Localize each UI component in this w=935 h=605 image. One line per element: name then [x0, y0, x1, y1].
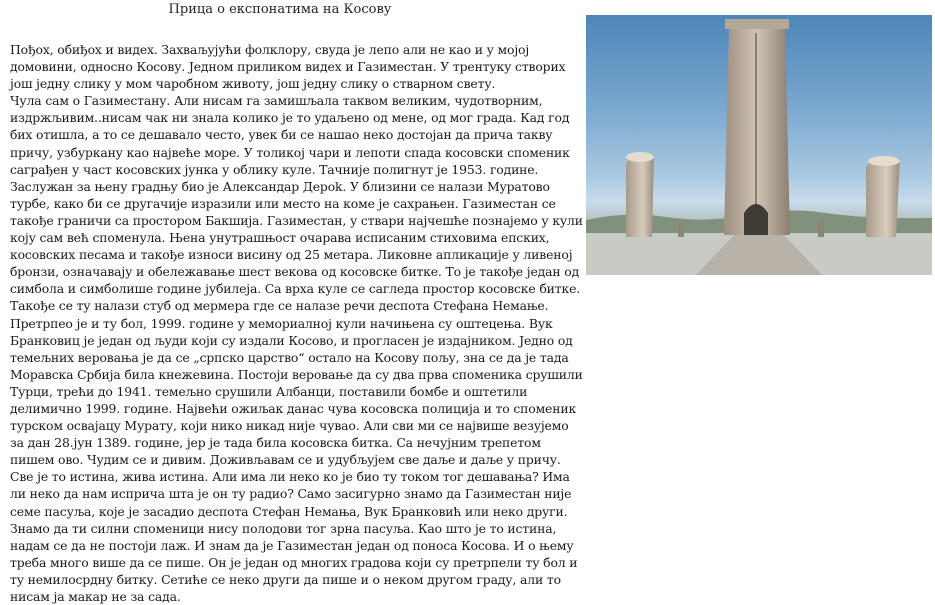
- monument-illustration: [586, 15, 932, 275]
- document-title: Прица о експонатима на Косову: [168, 2, 392, 17]
- tower-entrance: [744, 204, 768, 235]
- gazimestan-monument-photo: [586, 15, 932, 275]
- right-column-top: [868, 156, 900, 166]
- left-column-top: [626, 152, 654, 162]
- paragraph-history: Чула сам о Газиместану. Али нисам га замишљала таквом великим, чудотворним, издржљивим..нисам чак ни знала колико је то удаљено од мене, од мог града. Кад год бих отишла, а то се дешавало често, увек би се нашао неко достојан да прича такву причу, узбуркану као највеће море. У толикој чари и лепоти спада косовски споменик саграђен у част косовских јунка у облику куле. Тачније полигнут је 1953. године. Заслужан за њену градњу био је Александар Дероk. У близини се налази Муратово турбе, како би се другачије изразили или место на коме је сахрањен. Газиместан се такође граничи са простором Бакшија. Газиместан, у ствари најчешће познајемо у кули коју сам већ споменула. Њена унутрашњост очарава исписаним стиховима епских, косовских песама и такође износи висину од 25 метара. Ликовне апликације у ливеној бронзи, означавају и обележавање шест векова од косовске битке. То је такође један од симбола и симболише године јубилеја. Са врха куле се сагледа простор косовске битке. Такође се ту налази стуб од мермера где се налазе речи деспота Стефана Немање. Претрпео је и ту бол, 1999. године у мемориалној кули начињена су оштецења. Вук Бранковиц је један од људи који су издали Косово, и проглаcен је издајником. Једно од темељних веровања је да се „српско царство“ остало на Косову пољу, зна се да је тада Моравска Србија била кнежевина. Постоји веровање да су два прва споменика срушили Турци, трећи до 1941. темељно срушили Албанци, поставили бомбе и оштетили делимично 1999. године. Највећи ожиљак данас чува косовска полиција и то споменик турском освајацу Мурату, који нико никад није чувао. Али сви ми се највише везујемо за дан 28.јун 1389. године, јер је тада била косовска битка. Са нечујним трепетом пишем ово. Чудим се и дивим. Доживљавам се и удубљујем све даље и даље у причу.: [10, 93, 583, 468]
- right-column: [866, 156, 900, 237]
- left-column: [626, 153, 654, 237]
- document-body: [10, 41, 584, 605]
- post: [678, 223, 684, 237]
- tower-top: [725, 19, 789, 29]
- post: [818, 221, 824, 237]
- paragraph-intro: Пођох, обиђох и видех. Захваљујући фолклору, свуда је лепо али не као и у мојој домовини, односно Косову. Једном приликом видех и Газиместан. У трентуку створих још једну слику у мом чаробном животу, још једну слику о стварном свету.: [10, 42, 566, 92]
- paragraph-conclusion: Све је то истина, жива истина. Али има ли неко ко је био ту током тог дешавања? Има ли неко да нам исприча шта је он ту радио? Само засигурно знамо да Газиместан није семе пасуља, које је засадио деспота Стефан Немања, Вук Бранковић или неко други. Знамо да ти силни споменици нису полодови тог зрна пасуља. Као што је то истина, надам се да не постоји лаж. И знам да је Газиместан један од поноса Косова. И о њему треба много више да се пише. Он је један од многих градова који су претрпели ту бол и ту немилосрдну битку. Сетиће се неко други да пише и о неком другом граду, али то нисам ја макар не за сада.: [10, 469, 578, 604]
